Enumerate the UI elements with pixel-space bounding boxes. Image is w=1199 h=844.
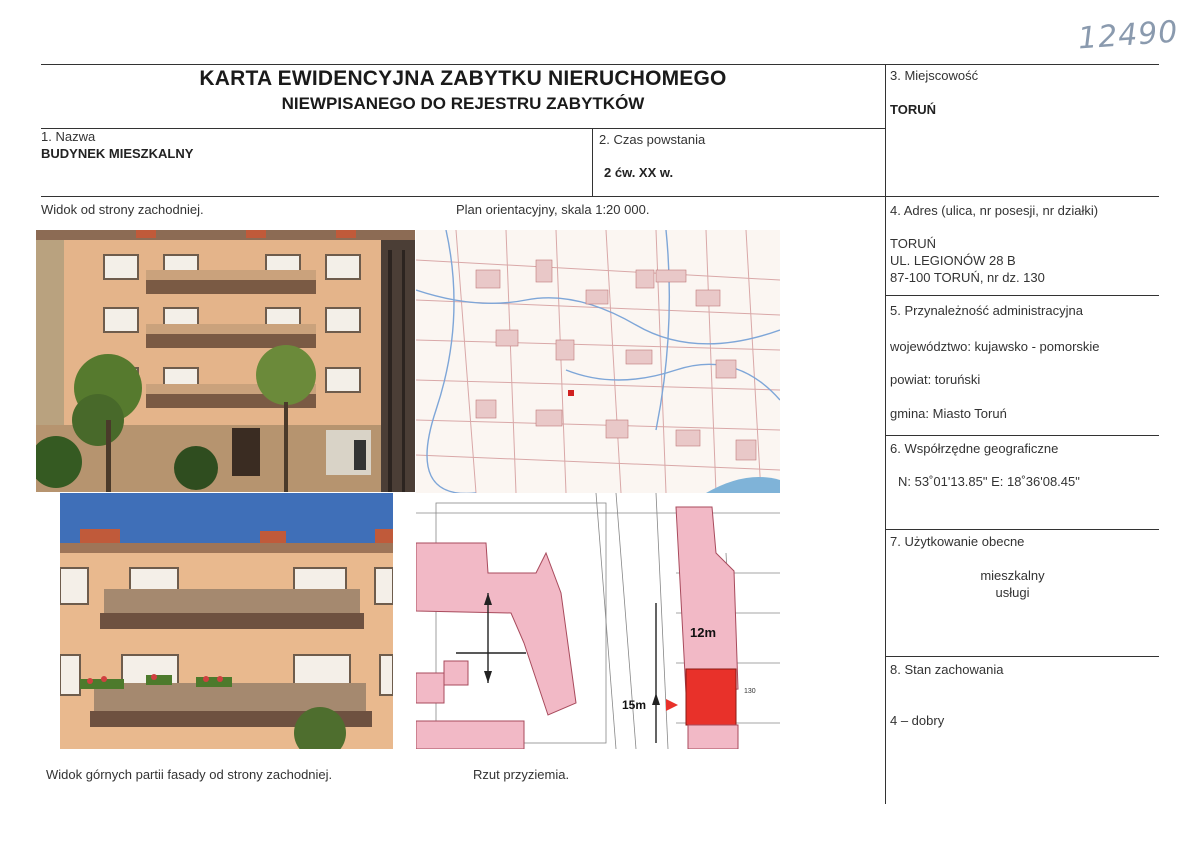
name-label: 1. Nazwa xyxy=(41,129,96,144)
section-divider-5 xyxy=(885,656,1159,657)
page-title: KARTA EWIDENCYJNA ZABYTKU NIERUCHOMEGO xyxy=(199,67,727,90)
condition-value: 4 – dobry xyxy=(890,713,945,728)
handwritten-number: 12490 xyxy=(1076,14,1180,57)
usage-line-1: mieszkalny xyxy=(980,568,1045,583)
admin-voivodeship: województwo: kujawsko - pomorskie xyxy=(890,339,1100,354)
address-line-2: UL. LEGIONÓW 28 B xyxy=(890,253,1016,268)
address-line-3: 87-100 TORUŃ, nr dz. 130 xyxy=(890,270,1045,285)
dim-west-label: 15m xyxy=(622,698,647,712)
name-value: BUDYNEK MIESZKALNY xyxy=(41,146,194,161)
section-divider-4 xyxy=(885,529,1159,530)
ground-plan-map xyxy=(416,493,780,749)
top-border xyxy=(41,64,1159,65)
address-label: 4. Adres (ulica, nr posesji, nr działki) xyxy=(890,203,1099,218)
address-line-1: TORUŃ xyxy=(890,236,936,251)
photo-upper-facade xyxy=(60,493,393,749)
header-divider xyxy=(41,128,885,129)
place-value: TORUŃ xyxy=(890,102,936,117)
admin-county: powiat: toruński xyxy=(890,372,981,387)
section-divider-2 xyxy=(885,295,1159,296)
time-label: 2. Czas powstania xyxy=(599,132,706,147)
condition-label: 8. Stan zachowania xyxy=(890,662,1004,677)
dim-north-label: 12m xyxy=(690,625,717,640)
admin-label: 5. Przynależność administracyjna xyxy=(890,303,1083,318)
page-subtitle: NIEWPISANEGO DO REJESTRU ZABYTKÓW xyxy=(281,94,645,113)
section-divider-1 xyxy=(41,196,1159,197)
usage-label: 7. Użytkowanie obecne xyxy=(890,534,1025,549)
name-time-divider xyxy=(592,128,593,197)
caption-ground-plan: Rzut przyziemia. xyxy=(473,767,570,782)
column-divider xyxy=(885,64,886,804)
caption-upper-facade: Widok górnych partii fasady od strony zachodniej. xyxy=(46,767,333,782)
parcel-label: 130 xyxy=(744,688,756,695)
admin-commune: gmina: Miasto Toruń xyxy=(890,406,1007,421)
usage-line-2: usługi xyxy=(995,585,1030,600)
place-label: 3. Miejscowość xyxy=(890,68,979,83)
coords-value: N: 53˚01'13.85" E: 18˚36'08.45" xyxy=(898,474,1080,489)
section-divider-3 xyxy=(885,435,1159,436)
photo-west-facade xyxy=(36,230,415,492)
caption-west-view: Widok od strony zachodniej. xyxy=(41,202,204,217)
orientation-map xyxy=(416,230,780,493)
time-value: 2 ćw. XX w. xyxy=(604,165,674,180)
coords-label: 6. Współrzędne geograficzne xyxy=(890,441,1059,456)
caption-plan: Plan orientacyjny, skala 1:20 000. xyxy=(456,202,650,217)
